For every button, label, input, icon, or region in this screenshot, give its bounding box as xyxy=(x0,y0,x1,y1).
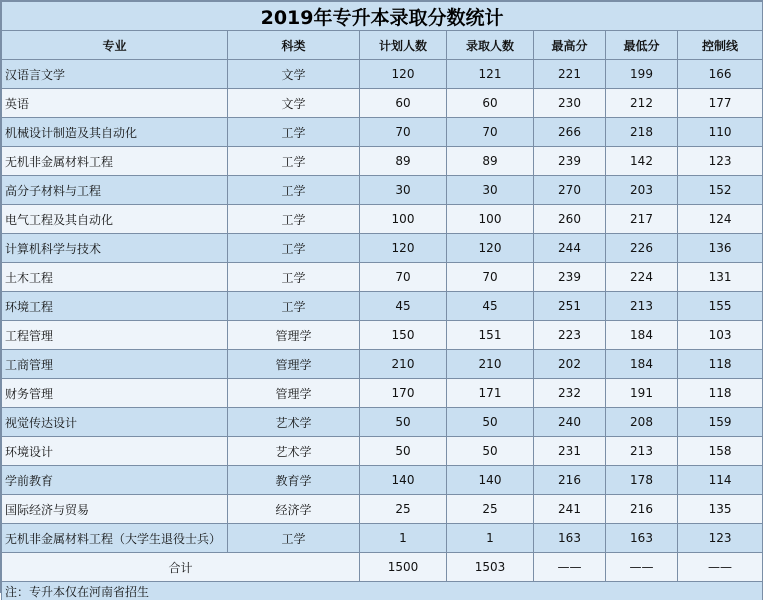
table-row xyxy=(2,321,763,350)
total-max: —— xyxy=(534,553,606,582)
cell-max-score: 163 xyxy=(534,524,606,553)
cell-control-line: 103 xyxy=(678,321,763,350)
cell-min-score: 184 xyxy=(606,321,678,350)
cell-major: 无机非金属材料工程（大学生退役士兵） xyxy=(2,524,228,553)
cell-category: 工学 xyxy=(228,176,360,205)
cell-min-score: 217 xyxy=(606,205,678,234)
column-header-plan: 计划人数 xyxy=(360,31,447,60)
cell-major: 无机非金属材料工程 xyxy=(2,147,228,176)
cell-min-score: 184 xyxy=(606,350,678,379)
cell-category: 管理学 xyxy=(228,350,360,379)
cell-min-score: 218 xyxy=(606,118,678,147)
total-control: —— xyxy=(678,553,763,582)
cell-control-line: 152 xyxy=(678,176,763,205)
column-header-min-score: 最低分 xyxy=(606,31,678,60)
cell-plan: 60 xyxy=(360,89,447,118)
cell-plan: 120 xyxy=(360,234,447,263)
cell-admitted: 210 xyxy=(447,350,534,379)
cell-category: 工学 xyxy=(228,118,360,147)
cell-control-line: 118 xyxy=(678,379,763,408)
cell-admitted: 89 xyxy=(447,147,534,176)
cell-min-score: 213 xyxy=(606,437,678,466)
cell-category: 工学 xyxy=(228,147,360,176)
table-row xyxy=(2,524,763,553)
column-header-major: 专业 xyxy=(2,31,228,60)
cell-major: 环境工程 xyxy=(2,292,228,321)
table-row xyxy=(2,466,763,495)
cell-major: 汉语言文学 xyxy=(2,60,228,89)
cell-major: 电气工程及其自动化 xyxy=(2,205,228,234)
cell-major: 土木工程 xyxy=(2,263,228,292)
cell-max-score: 223 xyxy=(534,321,606,350)
cell-category: 经济学 xyxy=(228,495,360,524)
cell-control-line: 158 xyxy=(678,437,763,466)
cell-admitted: 30 xyxy=(447,176,534,205)
column-header-control-line: 控制线 xyxy=(678,31,763,60)
cell-category: 工学 xyxy=(228,292,360,321)
cell-plan: 70 xyxy=(360,118,447,147)
admission-score-table xyxy=(1,1,763,600)
cell-plan: 25 xyxy=(360,495,447,524)
table-row xyxy=(2,176,763,205)
cell-min-score: 213 xyxy=(606,292,678,321)
cell-admitted: 140 xyxy=(447,466,534,495)
cell-max-score: 240 xyxy=(534,408,606,437)
table-row xyxy=(2,495,763,524)
cell-admitted: 45 xyxy=(447,292,534,321)
cell-admitted: 50 xyxy=(447,437,534,466)
cell-category: 教育学 xyxy=(228,466,360,495)
table-body xyxy=(2,60,763,553)
table-row xyxy=(2,350,763,379)
total-admitted: 1503 xyxy=(447,553,534,582)
cell-control-line: 159 xyxy=(678,408,763,437)
cell-plan: 50 xyxy=(360,408,447,437)
cell-control-line: 155 xyxy=(678,292,763,321)
cell-control-line: 166 xyxy=(678,60,763,89)
cell-min-score: 199 xyxy=(606,60,678,89)
table-row xyxy=(2,60,763,89)
cell-max-score: 202 xyxy=(534,350,606,379)
cell-category: 艺术学 xyxy=(228,437,360,466)
cell-control-line: 135 xyxy=(678,495,763,524)
cell-admitted: 50 xyxy=(447,408,534,437)
table-row xyxy=(2,408,763,437)
cell-major: 计算机科学与技术 xyxy=(2,234,228,263)
cell-plan: 50 xyxy=(360,437,447,466)
cell-category: 工学 xyxy=(228,524,360,553)
cell-plan: 89 xyxy=(360,147,447,176)
cell-plan: 1 xyxy=(360,524,447,553)
cell-plan: 120 xyxy=(360,60,447,89)
cell-category: 工学 xyxy=(228,205,360,234)
cell-major: 高分子材料与工程 xyxy=(2,176,228,205)
cell-control-line: 123 xyxy=(678,524,763,553)
cell-plan: 30 xyxy=(360,176,447,205)
column-header-admitted: 录取人数 xyxy=(447,31,534,60)
cell-admitted: 25 xyxy=(447,495,534,524)
cell-min-score: 178 xyxy=(606,466,678,495)
table-row xyxy=(2,147,763,176)
cell-category: 管理学 xyxy=(228,379,360,408)
table-row xyxy=(2,263,763,292)
cell-major: 学前教育 xyxy=(2,466,228,495)
table-row xyxy=(2,205,763,234)
cell-plan: 100 xyxy=(360,205,447,234)
cell-control-line: 131 xyxy=(678,263,763,292)
cell-major: 视觉传达设计 xyxy=(2,408,228,437)
cell-major: 工商管理 xyxy=(2,350,228,379)
cell-admitted: 70 xyxy=(447,263,534,292)
cell-major: 环境设计 xyxy=(2,437,228,466)
column-header-max-score: 最高分 xyxy=(534,31,606,60)
cell-category: 艺术学 xyxy=(228,408,360,437)
cell-admitted: 120 xyxy=(447,234,534,263)
cell-min-score: 142 xyxy=(606,147,678,176)
cell-plan: 45 xyxy=(360,292,447,321)
cell-max-score: 239 xyxy=(534,263,606,292)
cell-min-score: 203 xyxy=(606,176,678,205)
cell-min-score: 226 xyxy=(606,234,678,263)
total-plan: 1500 xyxy=(360,553,447,582)
cell-admitted: 171 xyxy=(447,379,534,408)
cell-major: 国际经济与贸易 xyxy=(2,495,228,524)
table-row xyxy=(2,118,763,147)
footnote: 注：专升本仅在河南省招生 xyxy=(2,582,763,600)
cell-min-score: 224 xyxy=(606,263,678,292)
cell-control-line: 118 xyxy=(678,350,763,379)
table-row xyxy=(2,292,763,321)
cell-plan: 150 xyxy=(360,321,447,350)
cell-admitted: 1 xyxy=(447,524,534,553)
cell-control-line: 114 xyxy=(678,466,763,495)
table-row xyxy=(2,234,763,263)
cell-max-score: 241 xyxy=(534,495,606,524)
cell-admitted: 121 xyxy=(447,60,534,89)
cell-min-score: 208 xyxy=(606,408,678,437)
cell-max-score: 251 xyxy=(534,292,606,321)
header-row xyxy=(2,31,763,60)
table-row xyxy=(2,379,763,408)
cell-max-score: 230 xyxy=(534,89,606,118)
cell-max-score: 231 xyxy=(534,437,606,466)
cell-min-score: 163 xyxy=(606,524,678,553)
cell-max-score: 216 xyxy=(534,466,606,495)
cell-plan: 170 xyxy=(360,379,447,408)
cell-min-score: 191 xyxy=(606,379,678,408)
cell-control-line: 177 xyxy=(678,89,763,118)
cell-min-score: 216 xyxy=(606,495,678,524)
cell-control-line: 136 xyxy=(678,234,763,263)
column-header-category: 科类 xyxy=(228,31,360,60)
cell-category: 管理学 xyxy=(228,321,360,350)
table-row xyxy=(2,437,763,466)
cell-min-score: 212 xyxy=(606,89,678,118)
cell-admitted: 60 xyxy=(447,89,534,118)
cell-category: 工学 xyxy=(228,234,360,263)
cell-category: 文学 xyxy=(228,89,360,118)
cell-plan: 140 xyxy=(360,466,447,495)
total-label: 合计 xyxy=(2,553,360,582)
cell-major: 工程管理 xyxy=(2,321,228,350)
cell-category: 工学 xyxy=(228,263,360,292)
table-title: 2019年专升本录取分数统计 xyxy=(2,2,763,31)
cell-admitted: 100 xyxy=(447,205,534,234)
cell-max-score: 270 xyxy=(534,176,606,205)
cell-admitted: 151 xyxy=(447,321,534,350)
cell-max-score: 221 xyxy=(534,60,606,89)
cell-control-line: 124 xyxy=(678,205,763,234)
cell-max-score: 266 xyxy=(534,118,606,147)
cell-control-line: 110 xyxy=(678,118,763,147)
cell-max-score: 232 xyxy=(534,379,606,408)
cell-major: 机械设计制造及其自动化 xyxy=(2,118,228,147)
cell-plan: 70 xyxy=(360,263,447,292)
table-row xyxy=(2,89,763,118)
cell-major: 财务管理 xyxy=(2,379,228,408)
total-min: —— xyxy=(606,553,678,582)
total-row xyxy=(2,553,763,582)
cell-max-score: 244 xyxy=(534,234,606,263)
cell-major: 英语 xyxy=(2,89,228,118)
cell-category: 文学 xyxy=(228,60,360,89)
cell-admitted: 70 xyxy=(447,118,534,147)
note-row xyxy=(2,582,763,600)
cell-control-line: 123 xyxy=(678,147,763,176)
cell-max-score: 239 xyxy=(534,147,606,176)
cell-plan: 210 xyxy=(360,350,447,379)
cell-max-score: 260 xyxy=(534,205,606,234)
